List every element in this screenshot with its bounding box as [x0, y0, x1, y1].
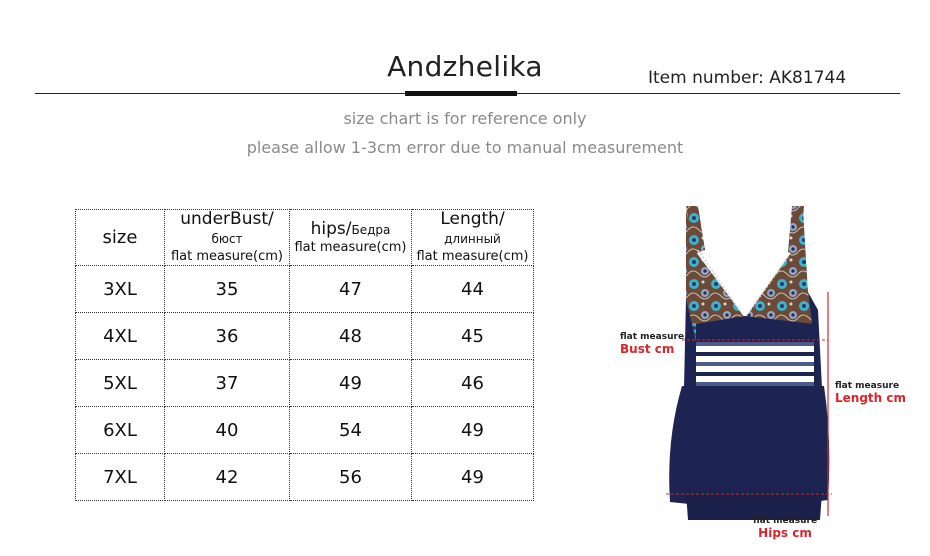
header-length: [412, 210, 534, 266]
error-note: please allow 1-3cm error due to manual measurement: [246, 138, 684, 157]
header-length-label: [412, 210, 533, 249]
lattice-stripe: [695, 372, 815, 376]
cell-hips: 54: [290, 407, 412, 454]
cell-bust: 42: [165, 454, 290, 501]
cell-size: 5XL: [76, 360, 165, 407]
bust-measure-label: [620, 332, 684, 356]
header-hips-en: hips/: [310, 218, 352, 239]
header-size: [76, 210, 165, 266]
hips-measure-caption: flat measure: [753, 516, 818, 526]
header-underbust-unit: flat measure(cm): [170, 249, 284, 264]
cell-bust: 35: [165, 266, 290, 313]
hips-measure-label: [753, 516, 817, 540]
length-measure-label: [835, 381, 906, 405]
table-row: [76, 407, 534, 454]
item-number: Item number: AK81744: [648, 68, 847, 88]
lattice-stripe: [694, 352, 816, 356]
cell-length: 49: [412, 407, 534, 454]
header-length-unit: flat measure(cm): [416, 249, 529, 264]
header-length-en: Length/: [440, 209, 505, 229]
cell-hips: 56: [290, 454, 412, 501]
header-hips: [290, 210, 412, 266]
header-underbust-ru: бюст: [211, 232, 243, 246]
header-underbust: [165, 210, 290, 266]
header-hips-ru: Бедра: [351, 222, 391, 237]
brand-title: Andzhelika: [387, 50, 543, 83]
length-measure-caption: flat measure: [835, 381, 900, 391]
cell-size: 4XL: [76, 313, 165, 360]
cell-length: 45: [412, 313, 534, 360]
cell-size: 7XL: [76, 454, 165, 501]
cell-length: 46: [412, 360, 534, 407]
header-hips-label: [290, 220, 411, 240]
cell-hips: 48: [290, 313, 412, 360]
size-chart-table: [75, 209, 534, 501]
lattice-stripe: [694, 382, 816, 386]
cell-hips: 47: [290, 266, 412, 313]
lattice-stripe: [693, 342, 817, 346]
swimsuit-diagram: [600, 190, 920, 556]
cell-bust: 37: [165, 360, 290, 407]
table-header-row: [76, 210, 534, 266]
cell-length: 44: [412, 266, 534, 313]
reference-note: size chart is for reference only: [343, 109, 587, 128]
cell-length: 49: [412, 454, 534, 501]
bust-measure-caption: flat measure: [620, 332, 685, 342]
hips-measure-title: Hips cm: [758, 526, 812, 540]
cell-size: 3XL: [76, 266, 165, 313]
table-row: [76, 360, 534, 407]
navy-body: [669, 386, 829, 510]
header-length-ru: длинный: [444, 232, 501, 246]
table-row: [76, 266, 534, 313]
cell-size: 6XL: [76, 407, 165, 454]
header-underbust-en: underBust/: [180, 209, 274, 229]
length-measure-title: Length cm: [835, 391, 906, 405]
bust-measure-title: Bust cm: [620, 342, 675, 356]
cell-bust: 36: [165, 313, 290, 360]
table-row: [76, 454, 534, 501]
table-row: [76, 313, 534, 360]
header-divider-accent: [405, 91, 517, 96]
header-underbust-label: [165, 210, 289, 249]
header-size-label: size: [102, 227, 138, 248]
header-hips-unit: flat measure(cm): [294, 239, 407, 255]
cell-bust: 40: [165, 407, 290, 454]
cell-hips: 49: [290, 360, 412, 407]
lattice-stripe: [695, 362, 815, 366]
